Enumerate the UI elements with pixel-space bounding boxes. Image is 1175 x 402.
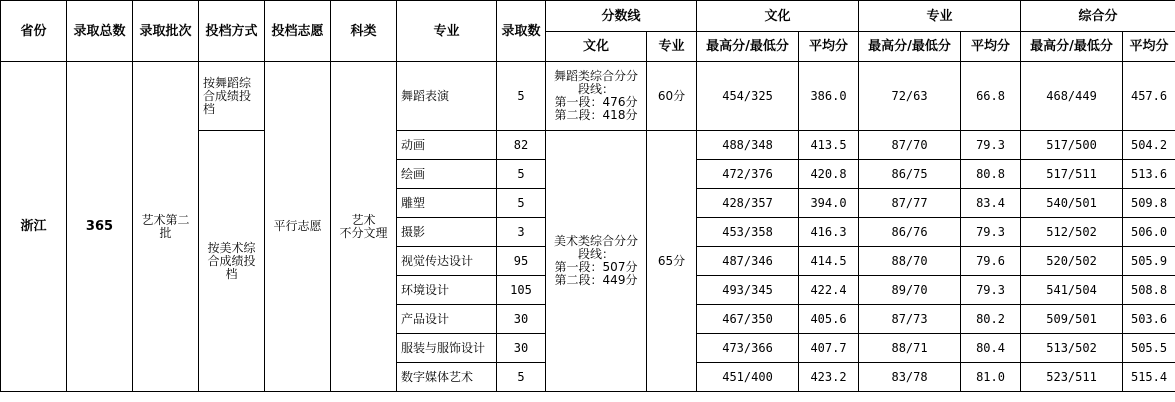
zonghe-avg-cell: 513.6	[1123, 160, 1175, 189]
wenhua-avg-cell: 413.5	[799, 131, 859, 160]
major-cell: 视觉传达设计	[397, 247, 497, 276]
header-batch: 录取批次	[133, 1, 199, 62]
header-cutoff-zhuanye: 专业	[647, 32, 697, 62]
header-cutoff: 分数线	[546, 1, 697, 32]
zhuanye-avg-cell: 66.8	[961, 62, 1021, 131]
category-cell: 艺术 不分文理	[331, 62, 397, 392]
wenhua-avg-cell: 422.4	[799, 276, 859, 305]
total-cell: 365	[67, 62, 133, 392]
count-cell: 30	[497, 334, 546, 363]
header-cutoff-wenhua: 文化	[546, 32, 647, 62]
wenhua-avg-cell: 386.0	[799, 62, 859, 131]
zhuanye-avg-cell: 81.0	[961, 363, 1021, 392]
wenhua-avg-cell: 405.6	[799, 305, 859, 334]
zhuanye-maxmin-cell: 88/70	[859, 247, 961, 276]
zonghe-avg-cell: 505.5	[1123, 334, 1175, 363]
header-method: 投档方式	[199, 1, 265, 62]
count-cell: 105	[497, 276, 546, 305]
count-cell: 5	[497, 160, 546, 189]
zhuanye-avg-cell: 79.3	[961, 131, 1021, 160]
wenhua-maxmin-cell: 472/376	[697, 160, 799, 189]
art-prof-cutoff-cell: 65分	[647, 131, 697, 392]
wenhua-maxmin-cell: 453/358	[697, 218, 799, 247]
header-zhuanye-maxmin: 最高分/最低分	[859, 32, 961, 62]
header-total: 录取总数	[67, 1, 133, 62]
zonghe-avg-cell: 509.8	[1123, 189, 1175, 218]
zonghe-maxmin-cell: 523/511	[1021, 363, 1123, 392]
header-zonghe: 综合分	[1021, 1, 1175, 32]
header-zonghe-avg: 平均分	[1123, 32, 1175, 62]
wenhua-maxmin-cell: 493/345	[697, 276, 799, 305]
dance-cutoff-cell: 舞蹈类综合分分 段线： 第一段：476分 第二段：418分	[546, 62, 647, 131]
major-cell: 雕塑	[397, 189, 497, 218]
count-cell: 5	[497, 363, 546, 392]
wenhua-avg-cell: 394.0	[799, 189, 859, 218]
zonghe-avg-cell: 515.4	[1123, 363, 1175, 392]
header-wenhua-maxmin: 最高分/最低分	[697, 32, 799, 62]
zhuanye-avg-cell: 80.2	[961, 305, 1021, 334]
zhuanye-avg-cell: 79.6	[961, 247, 1021, 276]
count-cell: 3	[497, 218, 546, 247]
header-count: 录取数	[497, 1, 546, 62]
wenhua-avg-cell: 414.5	[799, 247, 859, 276]
zhuanye-avg-cell: 83.4	[961, 189, 1021, 218]
header-wenhua-avg: 平均分	[799, 32, 859, 62]
wenhua-avg-cell: 423.2	[799, 363, 859, 392]
wenhua-maxmin-cell: 428/357	[697, 189, 799, 218]
zonghe-maxmin-cell: 513/502	[1021, 334, 1123, 363]
wenhua-avg-cell: 416.3	[799, 218, 859, 247]
count-cell: 82	[497, 131, 546, 160]
zhuanye-avg-cell: 80.8	[961, 160, 1021, 189]
province-cell: 浙江	[1, 62, 67, 392]
zonghe-maxmin-cell: 540/501	[1021, 189, 1123, 218]
header-row-1	[1, 1, 1175, 32]
major-cell: 舞蹈表演	[397, 62, 497, 131]
wenhua-maxmin-cell: 451/400	[697, 363, 799, 392]
method-art-cell: 按美术综 合成绩投 档	[199, 131, 265, 392]
header-major: 专业	[397, 1, 497, 62]
zhuanye-maxmin-cell: 88/71	[859, 334, 961, 363]
major-cell: 服装与服饰设计	[397, 334, 497, 363]
art-cutoff-cell: 美术类综合分分 段线： 第一段：507分 第二段：449分	[546, 131, 647, 392]
zonghe-avg-cell: 503.6	[1123, 305, 1175, 334]
header-zhuanye-avg: 平均分	[961, 32, 1021, 62]
major-cell: 环境设计	[397, 276, 497, 305]
count-cell: 5	[497, 189, 546, 218]
zonghe-maxmin-cell: 541/504	[1021, 276, 1123, 305]
zhuanye-maxmin-cell: 89/70	[859, 276, 961, 305]
zhuanye-maxmin-cell: 86/76	[859, 218, 961, 247]
zhuanye-avg-cell: 80.4	[961, 334, 1021, 363]
header-volunteer: 投档志愿	[265, 1, 331, 62]
header-zonghe-maxmin: 最高分/最低分	[1021, 32, 1123, 62]
header-wenhua: 文化	[697, 1, 859, 32]
zhuanye-maxmin-cell: 72/63	[859, 62, 961, 131]
major-cell: 动画	[397, 131, 497, 160]
zonghe-maxmin-cell: 509/501	[1021, 305, 1123, 334]
zhuanye-maxmin-cell: 87/70	[859, 131, 961, 160]
header-province: 省份	[1, 1, 67, 62]
zonghe-avg-cell: 457.6	[1123, 62, 1175, 131]
wenhua-maxmin-cell: 467/350	[697, 305, 799, 334]
zhuanye-maxmin-cell: 87/73	[859, 305, 961, 334]
zonghe-maxmin-cell: 512/502	[1021, 218, 1123, 247]
count-cell: 30	[497, 305, 546, 334]
zhuanye-maxmin-cell: 87/77	[859, 189, 961, 218]
dance-prof-cutoff-cell: 60分	[647, 62, 697, 131]
zonghe-maxmin-cell: 520/502	[1021, 247, 1123, 276]
wenhua-maxmin-cell: 454/325	[697, 62, 799, 131]
major-cell: 摄影	[397, 218, 497, 247]
zonghe-avg-cell: 508.8	[1123, 276, 1175, 305]
zhuanye-maxmin-cell: 86/75	[859, 160, 961, 189]
zhuanye-maxmin-cell: 83/78	[859, 363, 961, 392]
table-row	[1, 62, 1175, 131]
zonghe-maxmin-cell: 517/500	[1021, 131, 1123, 160]
major-cell: 产品设计	[397, 305, 497, 334]
zonghe-maxmin-cell: 517/511	[1021, 160, 1123, 189]
wenhua-maxmin-cell: 487/346	[697, 247, 799, 276]
zonghe-maxmin-cell: 468/449	[1021, 62, 1123, 131]
count-cell: 95	[497, 247, 546, 276]
zonghe-avg-cell: 505.9	[1123, 247, 1175, 276]
batch-cell: 艺术第二 批	[133, 62, 199, 392]
zhuanye-avg-cell: 79.3	[961, 218, 1021, 247]
count-cell: 5	[497, 62, 546, 131]
zhuanye-avg-cell: 79.3	[961, 276, 1021, 305]
header-zhuanye: 专业	[859, 1, 1021, 32]
zonghe-avg-cell: 504.2	[1123, 131, 1175, 160]
zonghe-avg-cell: 506.0	[1123, 218, 1175, 247]
volunteer-cell: 平行志愿	[265, 62, 331, 392]
wenhua-avg-cell: 407.7	[799, 334, 859, 363]
header-category: 科类	[331, 1, 397, 62]
method-dance-cell: 按舞蹈综 合成绩投 档	[199, 62, 265, 131]
wenhua-maxmin-cell: 488/348	[697, 131, 799, 160]
major-cell: 绘画	[397, 160, 497, 189]
major-cell: 数字媒体艺术	[397, 363, 497, 392]
wenhua-avg-cell: 420.8	[799, 160, 859, 189]
wenhua-maxmin-cell: 473/366	[697, 334, 799, 363]
